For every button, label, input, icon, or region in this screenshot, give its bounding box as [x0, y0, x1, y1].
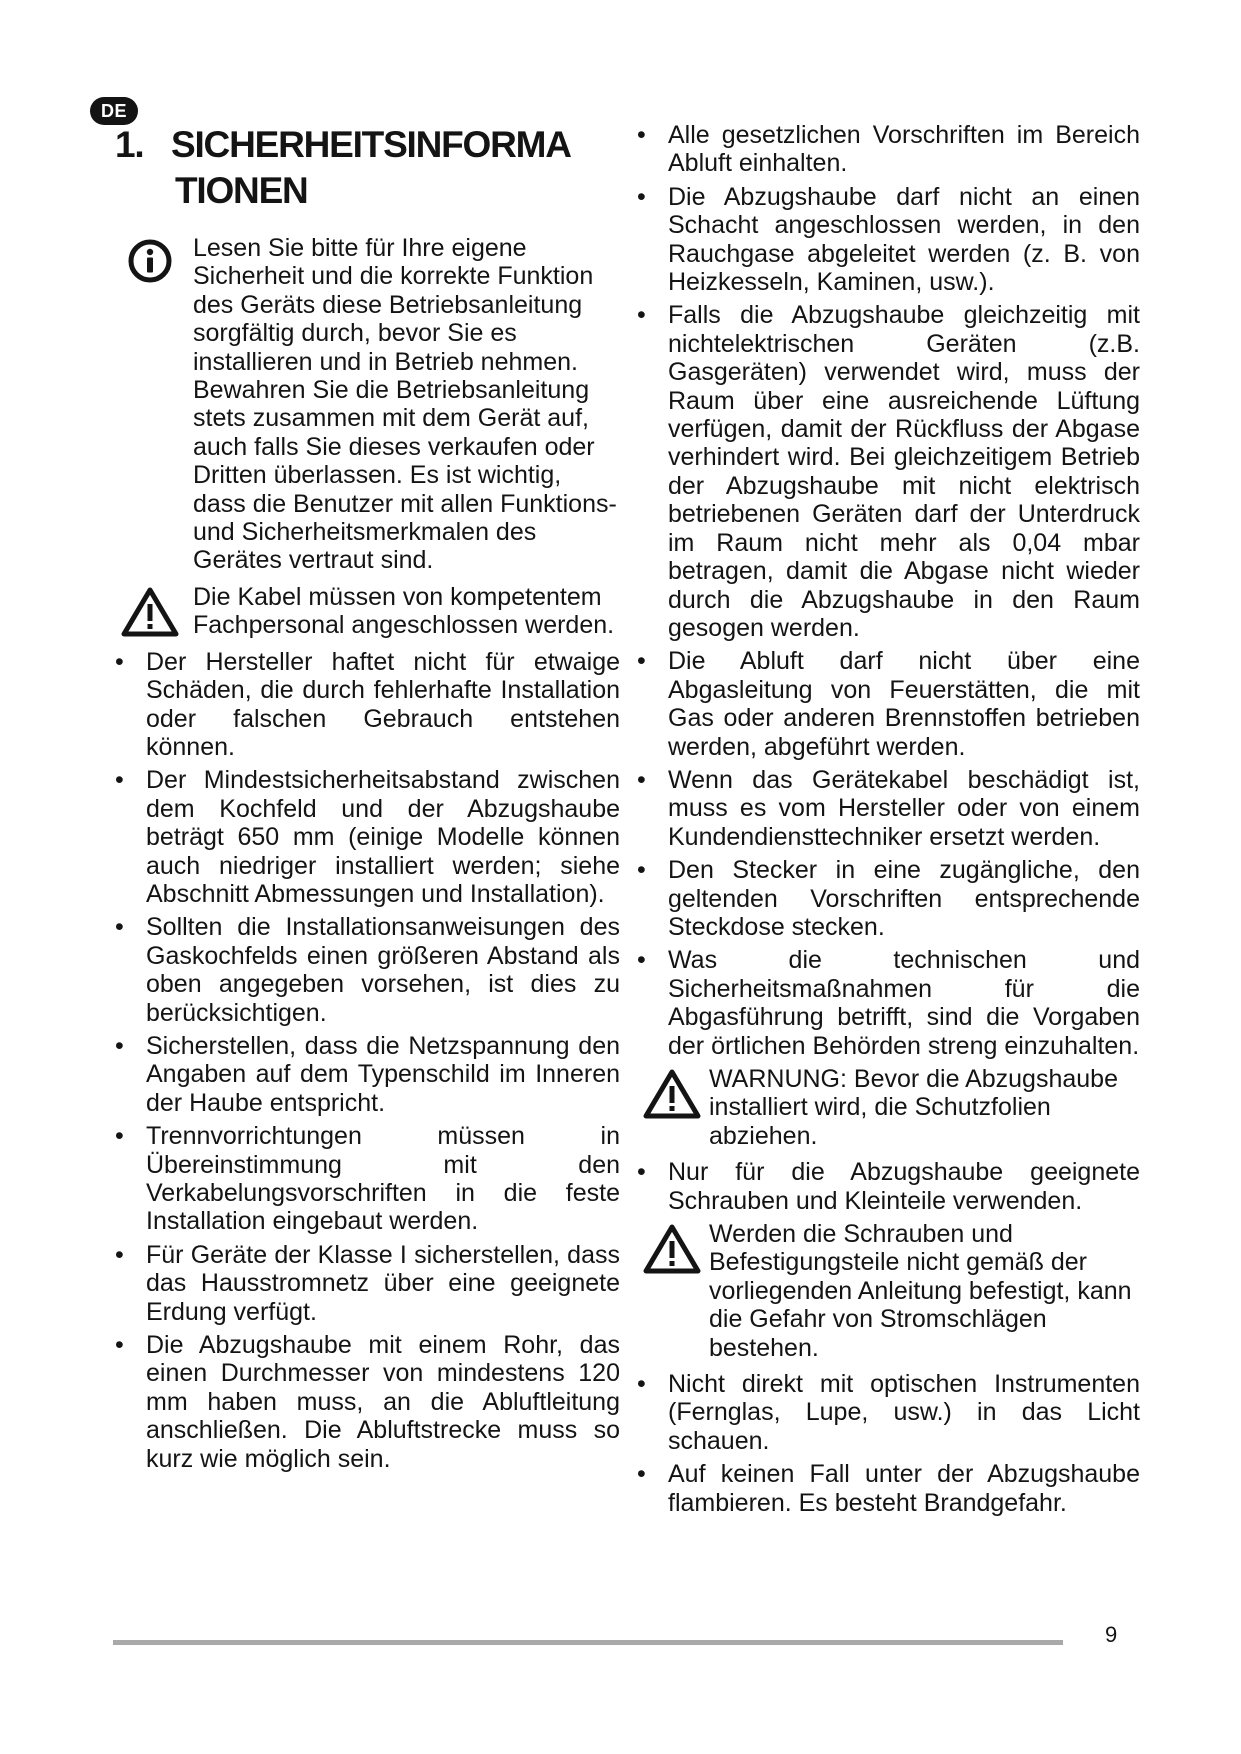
- right-column: [637, 121, 1140, 1522]
- list-item: • Auf keinen Fall unter der Abzugshaube flambieren. Es besteht Brandgefahr.: [637, 1460, 1140, 1517]
- list-item: • Den Stecker in eine zugängliche, den geltenden Vorschriften entsprechende Steckdose stecken.: [637, 856, 1140, 941]
- info-icon: [127, 238, 173, 290]
- left-column: [115, 234, 620, 1478]
- list-item: • Für Geräte der Klasse I sicherstellen, dass das Hausstromnetz über eine geeignete Erdung verfügt.: [115, 1240, 620, 1326]
- list-item: • Sollten die Installationsanweisungen des Gaskochfelds einen größeren Abstand als oben angegeben vorsehen, ist dies zu berücksichtigen.: [115, 913, 620, 1027]
- list-item: • Die Abzugshaube mit einem Rohr, das einen Durchmesser von mindestens 120 mm haben muss, an die Abluftleitung anschließen. Die Abluftstrecke muss so kurz wie möglich sein.: [115, 1331, 620, 1473]
- list-item: • Falls die Abzugshaube gleichzeitig mit nichtelektrischen Geräten (z.B. Gasgeräten) verwendet wird, muss der Raum über eine ausreichende Lüftung verfügen, damit der Rückfluss der Abgase verhindert wird. Bei gleichzeitigem Betrieb der Abzugshaube mit nicht elektrisch betriebenen Geräten darf der Unterdruck im Raum nicht mehr als 0,04 mbar betragen, damit die Abgase nicht wieder durch die Abzugshaube in den Raum gesogen werden.: [637, 301, 1140, 642]
- warning-triangle-icon: [642, 1068, 702, 1126]
- info-note: [115, 234, 620, 575]
- title-line-2: TIONEN: [175, 170, 308, 211]
- page-title: [115, 122, 635, 214]
- list-item: • Die Abluft darf nicht über eine Abgasleitung von Feuerstätten, die mit Gas oder anderen Brennstoffen betrieben werden, abgeführt werden.: [637, 647, 1140, 761]
- page-number: 9: [1105, 1622, 1118, 1647]
- warning-triangle-icon: [120, 586, 180, 644]
- list-item: • Der Hersteller haftet nicht für etwaige Schäden, die durch fehlerhafte Installation oder falschen Gebrauch entstehen können.: [115, 647, 620, 761]
- info-note-text: Lesen Sie bitte für Ihre eigene Sicherheit und die korrekte Funktion des Geräts diese Betriebsanleitung sorgfältig durch, bevor Sie es installieren und in Betrieb nehmen. Bewahren Sie die Betriebsanleitung stets zusammen mit dem Gerät auf, auch falls Sie dieses verkaufen oder Dritten überlassen. Es ist wichtig, dass die Benutzer mit allen Funktions- und Sicherheitsmerkmalen des Gerätes vertraut sind.: [193, 234, 617, 575]
- warning-note-text: Werden die Schrauben und Befestigungsteile nicht gemäß der vorliegenden Anleitung befestigt, kann die Gefahr von Stromschlägen bestehen.: [709, 1220, 1132, 1362]
- warning-note-text: Die Kabel müssen von kompetentem Fachpersonal angeschlossen werden.: [193, 582, 615, 640]
- list-item: • Nicht direkt mit optischen Instrumenten (Fernglas, Lupe, usw.) in das Licht schauen.: [637, 1370, 1140, 1455]
- list-item: • Wenn das Gerätekabel beschädigt ist, muss es vom Hersteller oder von einem Kundendiensttechniker ersetzt werden.: [637, 765, 1140, 851]
- warning-note-text: WARNUNG: Bevor die Abzugshaube installiert wird, die Schutzfolien abziehen.: [709, 1065, 1118, 1150]
- list-item: • Sicherstellen, dass die Netzspannung den Angaben auf dem Typenschild im Inneren der Haube entspricht.: [115, 1031, 620, 1117]
- list-item: • Der Mindestsicherheitsabstand zwischen dem Kochfeld und der Abzugshaube beträgt 650 mm (einige Modelle können auch niedriger installiert werden; siehe Abschnitt Abmessungen und Installation).: [115, 766, 620, 908]
- list-item: • Trennvorrichtungen müssen in Übereinstimmung mit den Verkabelungsvorschriften in die feste Installation eingebaut werden.: [115, 1122, 620, 1236]
- section-number: 1.: [115, 124, 144, 165]
- list-item: • Was die technischen und Sicherheitsmaßnahmen für die Abgasführung betrifft, sind die Vorgaben der örtlichen Behörden streng einzuhalten.: [637, 946, 1140, 1060]
- warning-triangle-icon: [642, 1223, 702, 1281]
- warning-note: [115, 583, 620, 640]
- list-item: • Nur für die Abzugshaube geeignete Schrauben und Kleinteile verwenden.: [637, 1158, 1140, 1215]
- list-item: • Alle gesetzlichen Vorschriften im Bereich Abluft einhalten.: [637, 121, 1140, 178]
- language-badge: DE: [90, 97, 138, 125]
- warning-note: [637, 1220, 1140, 1362]
- list-item: • Die Abzugshaube darf nicht an einen Schacht angeschlossen werden, in den Rauchgase abgeleitet werden (z. B. von Heizkesseln, Kaminen, usw.).: [637, 182, 1140, 297]
- warning-note: [637, 1065, 1140, 1150]
- title-line-1: SICHERHEITSINFORMA: [171, 124, 571, 165]
- footer-divider: [113, 1640, 1063, 1645]
